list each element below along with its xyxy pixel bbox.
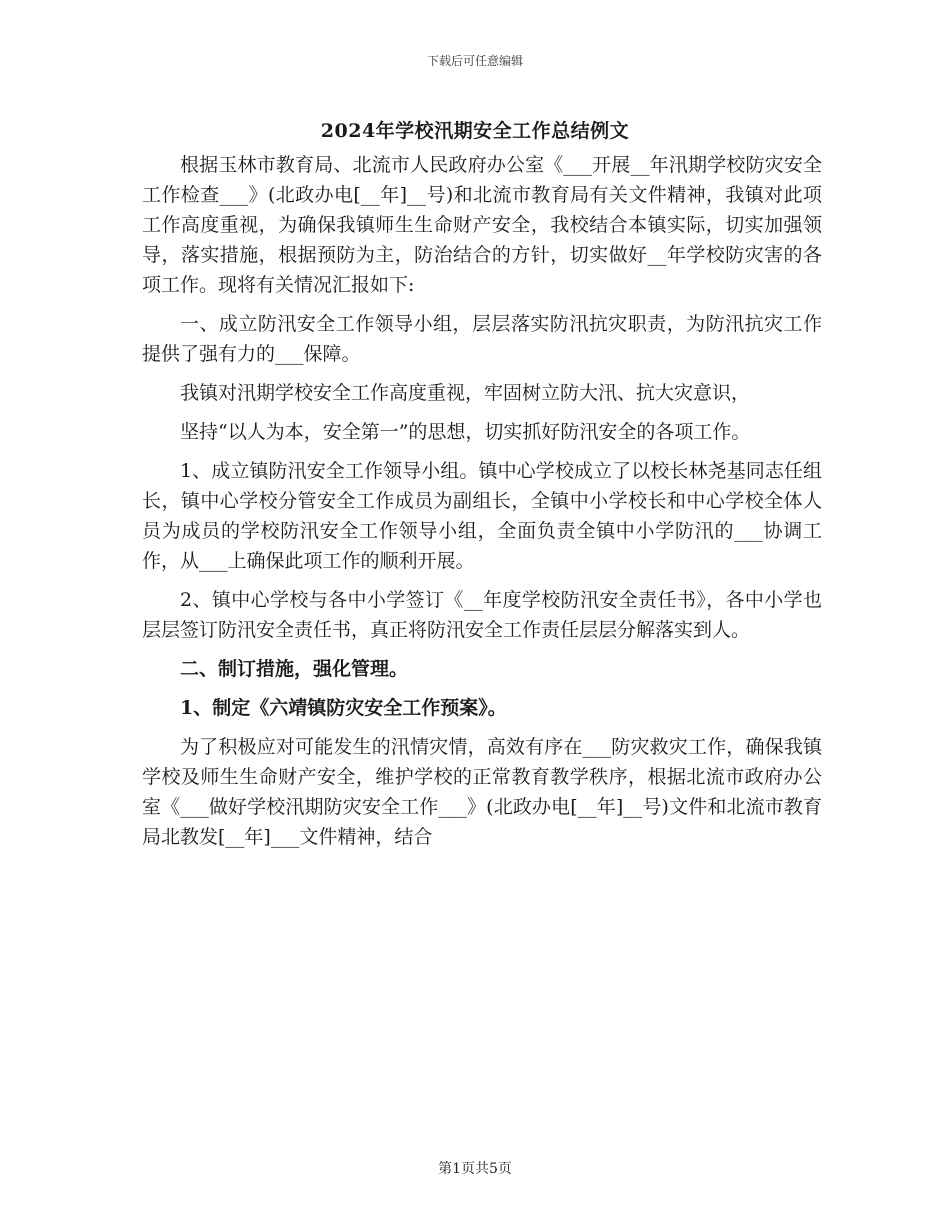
subsection-plan-heading: 1、制定《六靖镇防灾安全工作预案》。 (180, 697, 507, 719)
paragraph-responsibility: 2、镇中心学校与各中小学签订《__年度学校防汛安全责任书》，各中小学也层层签订防汛安全责任书，真正将防汛安全工作责任层层分解落实到人。 (142, 589, 822, 641)
document-body (142, 150, 822, 861)
download-note: 下载后可任意编辑 (426, 54, 523, 68)
paragraph-awareness: 我镇对汛期学校安全工作高度重视，牢固树立防大汛、抗大灾意识， (180, 382, 751, 404)
paragraph-section-1-heading: 一、成立防汛安全工作领导小组，层层落实防汛抗灾职责，为防汛抗灾工作提供了强有力的___保障。 (142, 313, 822, 365)
paragraph-principle: 坚持“以人为本，安全第一”的思想，切实抓好防汛安全的各项工作。 (180, 421, 751, 443)
paragraph-plan-details: 为了积极应对可能发生的汛情灾情，高效有序在___防灾救灾工作，确保我镇学校及师生生命财产安全，维护学校的正常教育教学秩序，根据北流市政府办公室《___做好学校汛期防灾安全工作___》(北政办电[__年]__号)文件和北流市教育局北教发[__年]___文件精神，结合 (142, 736, 822, 848)
paragraph-intro: 根据玉林市教育局、北流市人民政府办公室《___开展__年汛期学校防灾安全工作检查___》(北政办电[__年]__号)和北流市教育局有关文件精神，我镇对此项工作高度重视，为确保我镇师生生命财产安全，我校结合本镇实际，切实加强领导，落实措施，根据预防为主，防治结合的方针，切实做好__年学校防灾害的各项工作。现将有关情况汇报如下: (142, 154, 822, 296)
page-number: 第1页共5页 (438, 1161, 512, 1177)
document-title: 2024年学校汛期安全工作总结例文 (320, 120, 630, 142)
section-2-heading: 二、制订措施，强化管理。 (180, 658, 409, 680)
paragraph-leadership-group: 1、成立镇防汛安全工作领导小组。镇中心学校成立了以校长林尧基同志任组长，镇中心学校分管安全工作成员为副组长，全镇中小学校长和中心学校全体人员为成员的学校防汛安全工作领导小组，全面负责全镇中小学防汛的___协调工作，从___上确保此项工作的顺利开展。 (142, 460, 822, 572)
